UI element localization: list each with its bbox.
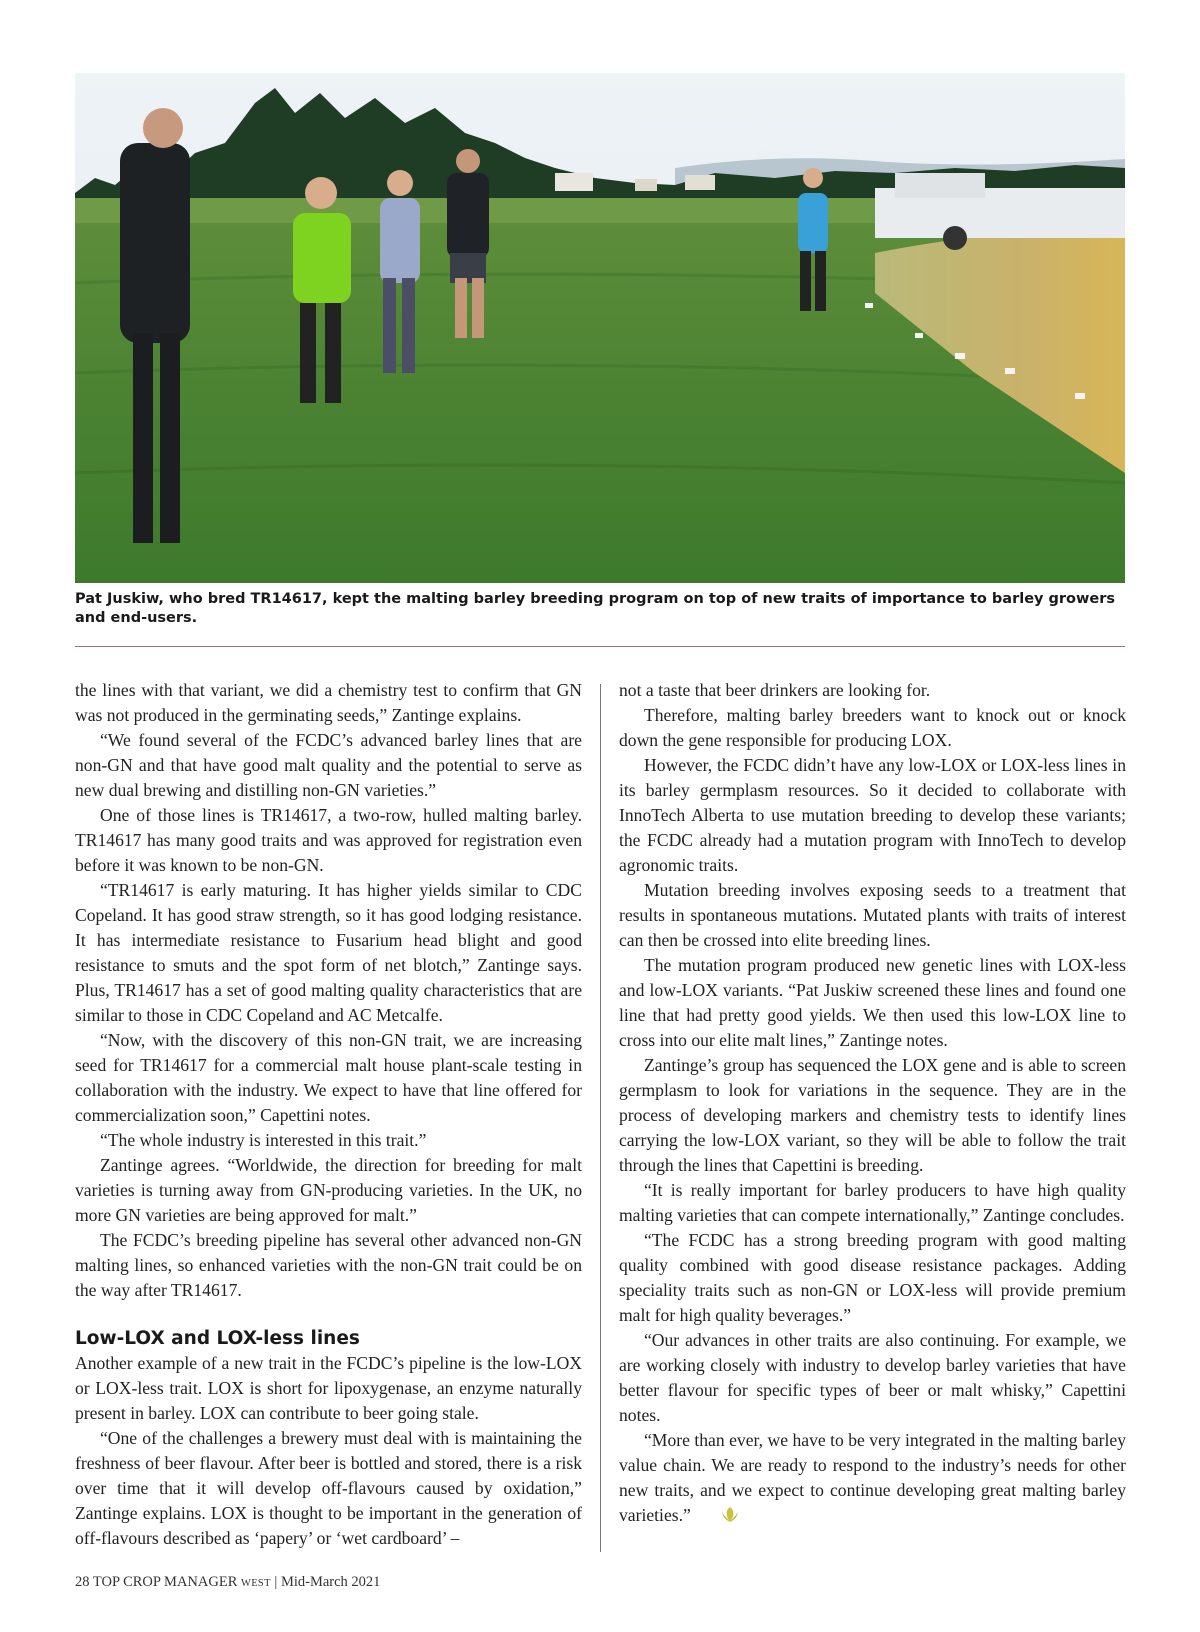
paragraph: “We found several of the FCDC’s advanced barley lines that are non-GN and that have good malt quality and the potential to serve as new dual brewing and distilling non-GN varieties.” bbox=[75, 730, 582, 800]
right-column bbox=[619, 678, 1126, 1531]
left-column bbox=[75, 678, 582, 1551]
paragraph: “It is really important for barley producers to have high quality malting varieties that can compete internationally,” Zantinge concludes. bbox=[619, 1180, 1126, 1225]
last-paragraph bbox=[619, 1428, 1126, 1531]
paragraph: “One of the challenges a brewery must deal with is maintaining the freshness of beer flavour. After beer is bottled and stored, there is a risk over time that it will develop off-flavours caused by oxidation,” Zantinge explains. LOX is thought to be important in the generation of off-flavours described as ‘papery’ or ‘wet cardboard’ – bbox=[75, 1428, 582, 1548]
page-footer bbox=[75, 1574, 380, 1591]
paragraph: The FCDC’s breeding pipeline has several other advanced non-GN malting lines, so enhanced varieties with the non-GN trait could be on the way after TR14617. bbox=[75, 1230, 582, 1300]
caption-divider bbox=[75, 646, 1125, 647]
field-photo bbox=[75, 73, 1125, 583]
paragraph: “Now, with the discovery of this non-GN trait, we are increasing seed for TR14617 for a commercial malt house plant-scale testing in collaboration with the industry. We expect to have that line offered for commercialization soon,” Capettini notes. bbox=[75, 1030, 582, 1125]
footer-separator: | bbox=[274, 1574, 278, 1590]
magazine-name: TOP CROP MANAGER bbox=[92, 1574, 238, 1590]
magazine-edition: WEST bbox=[241, 1578, 271, 1589]
paragraph: Therefore, malting barley breeders want to knock out or knock down the gene responsible for producing LOX. bbox=[619, 705, 1126, 750]
paragraph: However, the FCDC didn’t have any low-LOX or LOX-less lines in its barley germplasm resources. So it decided to collaborate with InnoTech Alberta to use mutation breeding to develop these variants; the FCDC already had a mutation program with InnoTech to develop agronomic traits. bbox=[619, 755, 1126, 875]
paragraph: One of those lines is TR14617, a two-row, hulled malting barley. TR14617 has many good traits and was approved for registration even before it was known to be non-GN. bbox=[75, 805, 582, 875]
issue-date: Mid-March 2021 bbox=[280, 1574, 381, 1590]
paragraph: the lines with that variant, we did a chemistry test to confirm that GN was not produced in the germinating seeds,” Zantinge explains. bbox=[75, 680, 582, 725]
paragraph: The mutation program produced new genetic lines with LOX-less and low-LOX variants. “Pat Juskiw screened these lines and found one line that had pretty good yields. We then used this low-LOX line to cross into our elite malt lines,” Zantinge notes. bbox=[619, 955, 1126, 1050]
paragraph: not a taste that beer drinkers are looking for. bbox=[619, 680, 931, 700]
paragraph: Zantinge agrees. “Worldwide, the direction for breeding for malt varieties is turning away from GN-producing varieties. In the UK, no more GN varieties are being approved for malt.” bbox=[75, 1155, 582, 1225]
paragraph: “TR14617 is early maturing. It has higher yields similar to CDC Copeland. It has good straw strength, so it has good lodging resistance. It has intermediate resistance to Fusarium head blight and good resistance to smuts and the spot form of net blotch,” Zantinge says. Plus, TR14617 has a set of good malting quality characteristics that are similar to those in CDC Copeland and AC Metcalfe. bbox=[75, 880, 582, 1025]
paragraph: “The FCDC has a strong breeding program with good malting quality combined with good disease resistance packages. Adding speciality traits such as non-GN or LOX-less will provide premium malt for high quality beverages.” bbox=[619, 1230, 1126, 1325]
paragraph: “Our advances in other traits are also continuing. For example, we are working closely with industry to develop barley varieties that have better flavour for specific types of beer or malt whisky,” Capettini notes. bbox=[619, 1330, 1126, 1425]
field-photo-illustration bbox=[75, 73, 1125, 583]
section-heading: Low-LOX and LOX-less lines bbox=[75, 1328, 360, 1349]
paragraph-text: “More than ever, we have to be very integrated in the malting barley value chain. We are ready to respond to the industry’s needs for other new traits, and we expect to continue developing great malting barley varieties.” bbox=[619, 1430, 1126, 1525]
paragraph: “The whole industry is interested in this trait.” bbox=[100, 1130, 427, 1150]
paragraph: Another example of a new trait in the FCDC’s pipeline is the low-LOX or LOX-less trait. LOX is short for lipoxygenase, an enzyme naturally present in barley. LOX can contribute to beer going stale. bbox=[75, 1353, 582, 1423]
paragraph: Zantinge’s group has sequenced the LOX gene and is able to screen germplasm to look for variations in the sequence. They are in the process of developing markers and chemistry tests to identify lines carrying the low-LOX variant, so they will be able to follow the trait through the lines that Capettini is breeding. bbox=[619, 1055, 1126, 1175]
wheat-leaf-icon bbox=[695, 1506, 740, 1531]
paragraph: Mutation breeding involves exposing seeds to a treatment that results in spontaneous mutations. Mutated plants with traits of interest can then be crossed into elite breeding lines. bbox=[619, 880, 1126, 950]
photo-caption: Pat Juskiw, who bred TR14617, kept the malting barley breeding program on top of new traits of importance to barley growers and end-users. bbox=[75, 591, 1116, 626]
page-number: 28 bbox=[75, 1574, 90, 1590]
column-divider bbox=[600, 684, 601, 1552]
